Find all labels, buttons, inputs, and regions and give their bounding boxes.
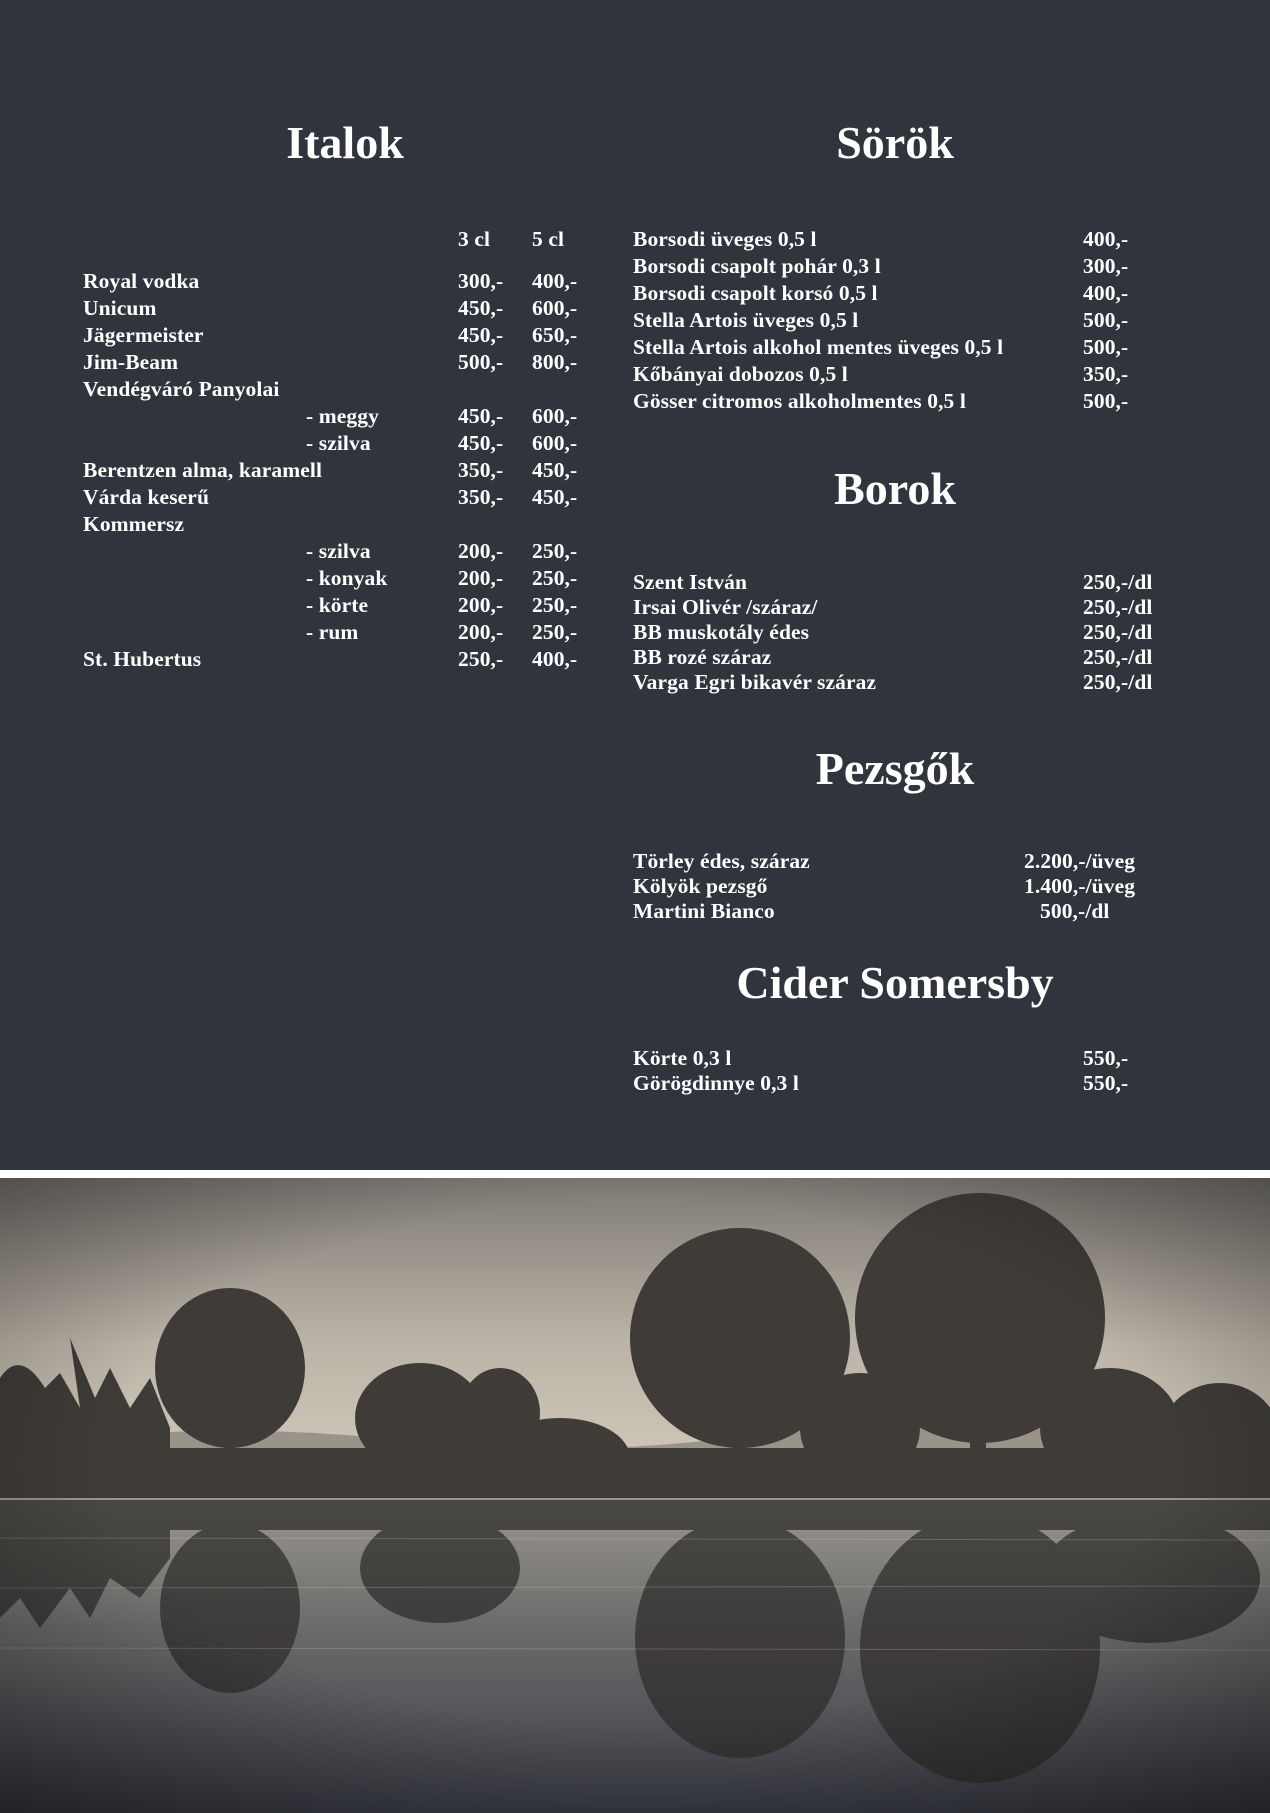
drink-name: - körte	[306, 593, 369, 617]
wine-price: 250,-/dl	[1083, 670, 1153, 694]
drink-name: - rum	[306, 620, 359, 644]
beer-name: Stella Artois alkohol mentes üveges 0,5 l	[633, 335, 1004, 359]
drink-name: Jim-Beam	[83, 350, 179, 374]
borok-row	[0, 669, 1270, 697]
price-5cl: 650,-	[532, 323, 578, 347]
italok-row	[0, 430, 1270, 458]
pezsgok-row	[0, 898, 1270, 926]
drink-name: Jägermeister	[83, 323, 204, 347]
price-3cl: 450,-	[458, 431, 504, 455]
italok-row	[0, 511, 1270, 539]
price-3cl: 200,-	[458, 539, 504, 563]
sorok-row	[0, 361, 1270, 389]
pezsgok-title: Pezsgők	[815, 743, 975, 794]
drink-name: - konyak	[306, 566, 388, 590]
beer-name: Borsodi csapolt korsó 0,5 l	[633, 281, 878, 305]
wine-price: 250,-/dl	[1083, 645, 1153, 669]
cider-row	[0, 1070, 1270, 1098]
price-5cl: 450,-	[532, 458, 578, 482]
borok-row	[0, 644, 1270, 672]
sorok-row	[0, 388, 1270, 416]
italok-row	[0, 457, 1270, 485]
col-header-5cl: 5 cl	[532, 227, 565, 251]
price-5cl: 400,-	[532, 269, 578, 293]
drink-name: Unicum	[83, 296, 157, 320]
lake-trees-photo	[0, 1178, 1270, 1813]
wine-name: BB rozé száraz	[633, 645, 772, 669]
sparkling-name: Kölyök pezsgő	[633, 874, 768, 898]
italok-row	[0, 538, 1270, 566]
price-3cl: 350,-	[458, 485, 504, 509]
wine-name: Szent István	[633, 570, 748, 594]
borok-row	[0, 594, 1270, 622]
beer-price: 300,-	[1083, 254, 1129, 278]
price-3cl: 450,-	[458, 296, 504, 320]
pezsgok-row	[0, 848, 1270, 876]
price-3cl: 200,-	[458, 593, 504, 617]
price-3cl: 200,-	[458, 566, 504, 590]
price-5cl: 250,-	[532, 566, 578, 590]
beer-price: 500,-	[1083, 335, 1129, 359]
borok-row	[0, 569, 1270, 597]
price-5cl: 600,-	[532, 296, 578, 320]
beer-price: 500,-	[1083, 308, 1129, 332]
beer-name: Borsodi üveges 0,5 l	[633, 227, 817, 251]
beer-name: Borsodi csapolt pohár 0,3 l	[633, 254, 881, 278]
sorok-row	[0, 253, 1270, 281]
sparkling-name: Törley édes, száraz	[633, 849, 810, 873]
wine-name: BB muskotály édes	[633, 620, 810, 644]
price-5cl: 250,-	[532, 539, 578, 563]
sparkling-price: 2.200,-/üveg	[1024, 849, 1136, 873]
price-3cl: 350,-	[458, 458, 504, 482]
wine-price: 250,-/dl	[1083, 570, 1153, 594]
price-5cl: 450,-	[532, 485, 578, 509]
pezsgok-row	[0, 873, 1270, 901]
drink-name: Berentzen alma, karamell	[83, 458, 323, 482]
drink-name: Vendégváró Panyolai	[83, 377, 280, 401]
cider-name: Görögdinnye 0,3 l	[633, 1071, 799, 1095]
price-3cl: 500,-	[458, 350, 504, 374]
cider-price: 550,-	[1083, 1046, 1129, 1070]
drink-name: - szilva	[306, 431, 371, 455]
cider-price: 550,-	[1083, 1071, 1129, 1095]
col-header-3cl: 3 cl	[458, 227, 491, 251]
drink-name: - szilva	[306, 539, 371, 563]
beer-name: Kőbányai dobozos 0,5 l	[633, 362, 848, 386]
price-3cl: 450,-	[458, 323, 504, 347]
italok-title: Italok	[286, 117, 404, 168]
drink-name: Várda keserű	[83, 485, 210, 509]
price-5cl: 600,-	[532, 404, 578, 428]
borok-title: Borok	[834, 463, 956, 514]
wine-price: 250,-/dl	[1083, 620, 1153, 644]
drink-name: Kommersz	[83, 512, 185, 536]
sorok-title: Sörök	[836, 117, 954, 168]
price-3cl: 300,-	[458, 269, 504, 293]
cider-name: Körte 0,3 l	[633, 1046, 732, 1070]
drink-name: St. Hubertus	[83, 647, 202, 671]
cider-title: Cider Somersby	[736, 957, 1054, 1008]
sparkling-name: Martini Bianco	[633, 899, 775, 923]
beer-price: 400,-	[1083, 281, 1129, 305]
wine-name: Irsai Olivér /száraz/	[633, 595, 818, 619]
sparkling-price: 1.400,-/üveg	[1024, 874, 1136, 898]
price-3cl: 200,-	[458, 620, 504, 644]
drink-name: Royal vodka	[83, 269, 200, 293]
wine-name: Varga Egri bikavér száraz	[633, 670, 877, 694]
borok-row	[0, 619, 1270, 647]
price-5cl: 400,-	[532, 647, 578, 671]
sorok-row	[0, 226, 1270, 254]
beer-price: 400,-	[1083, 227, 1129, 251]
beer-price: 500,-	[1083, 389, 1129, 413]
italok-row	[0, 484, 1270, 512]
price-5cl: 250,-	[532, 620, 578, 644]
sorok-row	[0, 280, 1270, 308]
price-5cl: 800,-	[532, 350, 578, 374]
drink-name: - meggy	[306, 404, 379, 428]
cider-row	[0, 1045, 1270, 1073]
beer-price: 350,-	[1083, 362, 1129, 386]
price-3cl: 450,-	[458, 404, 504, 428]
price-5cl: 600,-	[532, 431, 578, 455]
price-3cl: 250,-	[458, 647, 504, 671]
beer-name: Stella Artois üveges 0,5 l	[633, 308, 859, 332]
sorok-row	[0, 307, 1270, 335]
beer-name: Gösser citromos alkoholmentes 0,5 l	[633, 389, 966, 413]
wine-price: 250,-/dl	[1083, 595, 1153, 619]
sparkling-price: 500,-/dl	[1040, 899, 1110, 923]
price-5cl: 250,-	[532, 593, 578, 617]
sorok-row	[0, 334, 1270, 362]
